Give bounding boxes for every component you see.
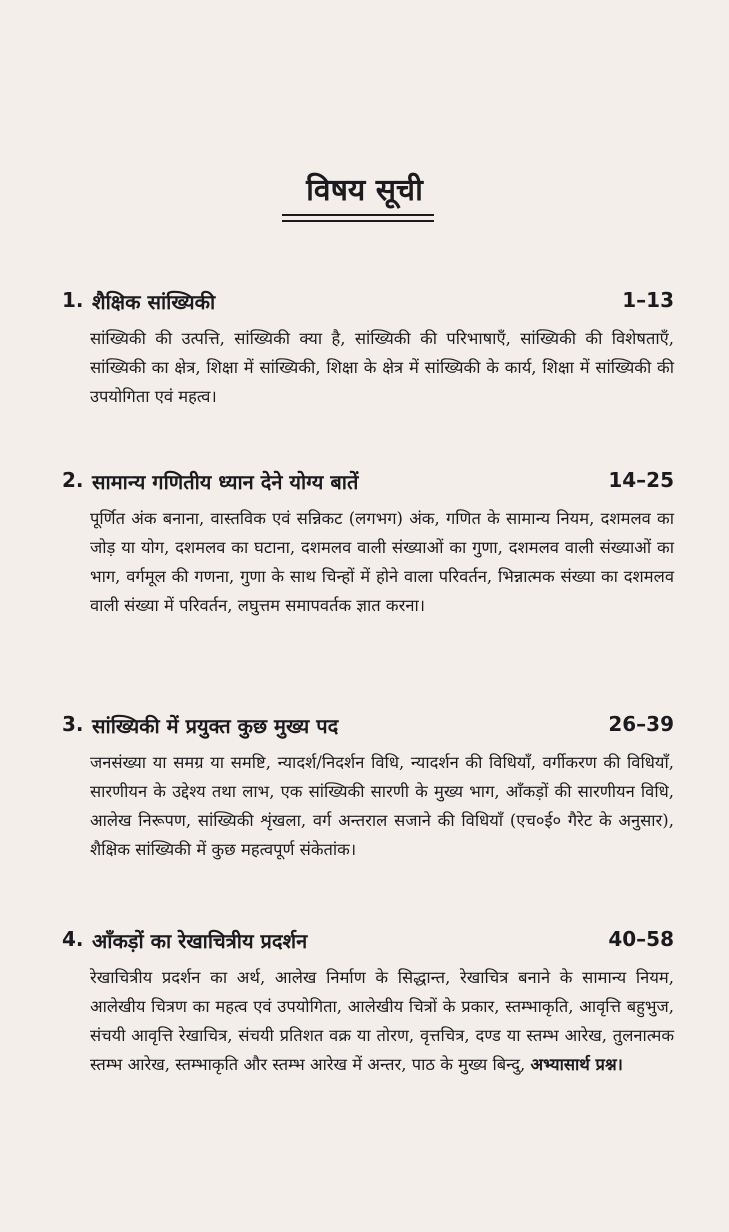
toc-entry (62, 712, 674, 864)
entry-description: पूर्णित अंक बनाना, वास्तविक एवं सन्निकट (लगभग) अंक, गणित के सामान्य नियम, दशमलव का जोड़ या योग, दशमलव का घटाना, दशमलव वाली संख्याओं का गुणा, दशमलव वाली संख्याओं का भाग, वर्गमूल की गणना, गुणा के साथ चिन्हों में होने वाला परिवर्तन, भिन्नात्मक संख्या का दशमलव वाली संख्या में परिवर्तन, लघुत्तम समापवर्तक ज्ञात करना। (90, 509, 674, 615)
entry-description-end: अभ्यासार्थ प्रश्न। (530, 1055, 623, 1074)
entry-pages: 1–13 (622, 288, 674, 312)
entry-number: 4. (62, 927, 84, 951)
entry-number: 3. (62, 712, 84, 736)
entry-heading: आँकड़ों का रेखाचित्रीय प्रदर्शन (92, 929, 308, 953)
entry-number: 2. (62, 468, 84, 492)
page-title: विषय सूची (306, 173, 423, 208)
entry-description (90, 963, 674, 1079)
title-underline (282, 214, 434, 216)
entry-pages: 40–58 (608, 927, 674, 951)
entry-pages: 14–25 (608, 468, 674, 492)
toc-entry (62, 468, 674, 620)
entry-description: सांख्यिकी की उत्पत्ति, सांख्यिकी क्या है, सांख्यिकी की परिभाषाएँ, सांख्यिकी की विशेषताएँ, सांख्यिकी का क्षेत्र, शिक्षा में सांख्यिकी, शिक्षा के क्षेत्र में सांख्यिकी के कार्य, शिक्षा में सांख्यिकी की उपयोगिता एवं महत्व। (90, 329, 674, 406)
entry-heading: शैक्षिक सांख्यिकी (92, 290, 216, 314)
entry-heading: सांख्यिकी में प्रयुक्त कुछ मुख्य पद (92, 714, 339, 738)
entry-description: जनसंख्या या समग्र या समष्टि, न्यादर्श/निदर्शन विधि, न्यादर्शन की विधियाँ, वर्गीकरण की विधियाँ, सारणीयन के उद्देश्य तथा लाभ, एक सांख्यिकी सारणी के मुख्य भाग, आँकड़ों की सारणीयन विधि, आलेख निरूपण, सांख्यिकी शृंखला, वर्ग अन्तराल सजाने की विधियाँ (एच०ई० गैरेट के अनुसार), शैक्षिक सांख्यिकी में कुछ महत्वपूर्ण संकेतांक। (90, 753, 674, 859)
title-underline-double (282, 220, 434, 222)
entry-heading: सामान्य गणितीय ध्यान देने योग्य बातें (92, 470, 359, 494)
toc-entry (62, 288, 674, 411)
toc-entry (62, 927, 674, 1079)
entry-pages: 26–39 (608, 712, 674, 736)
entry-description-text: रेखाचित्रीय प्रदर्शन का अर्थ, आलेख निर्माण के सिद्धान्त, रेखाचित्र बनाने के सामान्य नियम, आलेखीय चित्रण का महत्व एवं उपयोगिता, आलेखीय चित्रों के प्रकार, स्तम्भाकृति, आवृत्ति बहुभुज, संचयी आवृत्ति रेखाचित्र, संचयी प्रतिशत वक्र या तोरण, वृत्तचित्र, दण्ड या स्तम्भ आरेख, तुलनात्मक स्तम्भ आरेख, स्तम्भाकृति और स्तम्भ आरेख में अन्तर, पाठ के मुख्य बिन्दु, (90, 968, 674, 1074)
entry-number: 1. (62, 288, 84, 312)
